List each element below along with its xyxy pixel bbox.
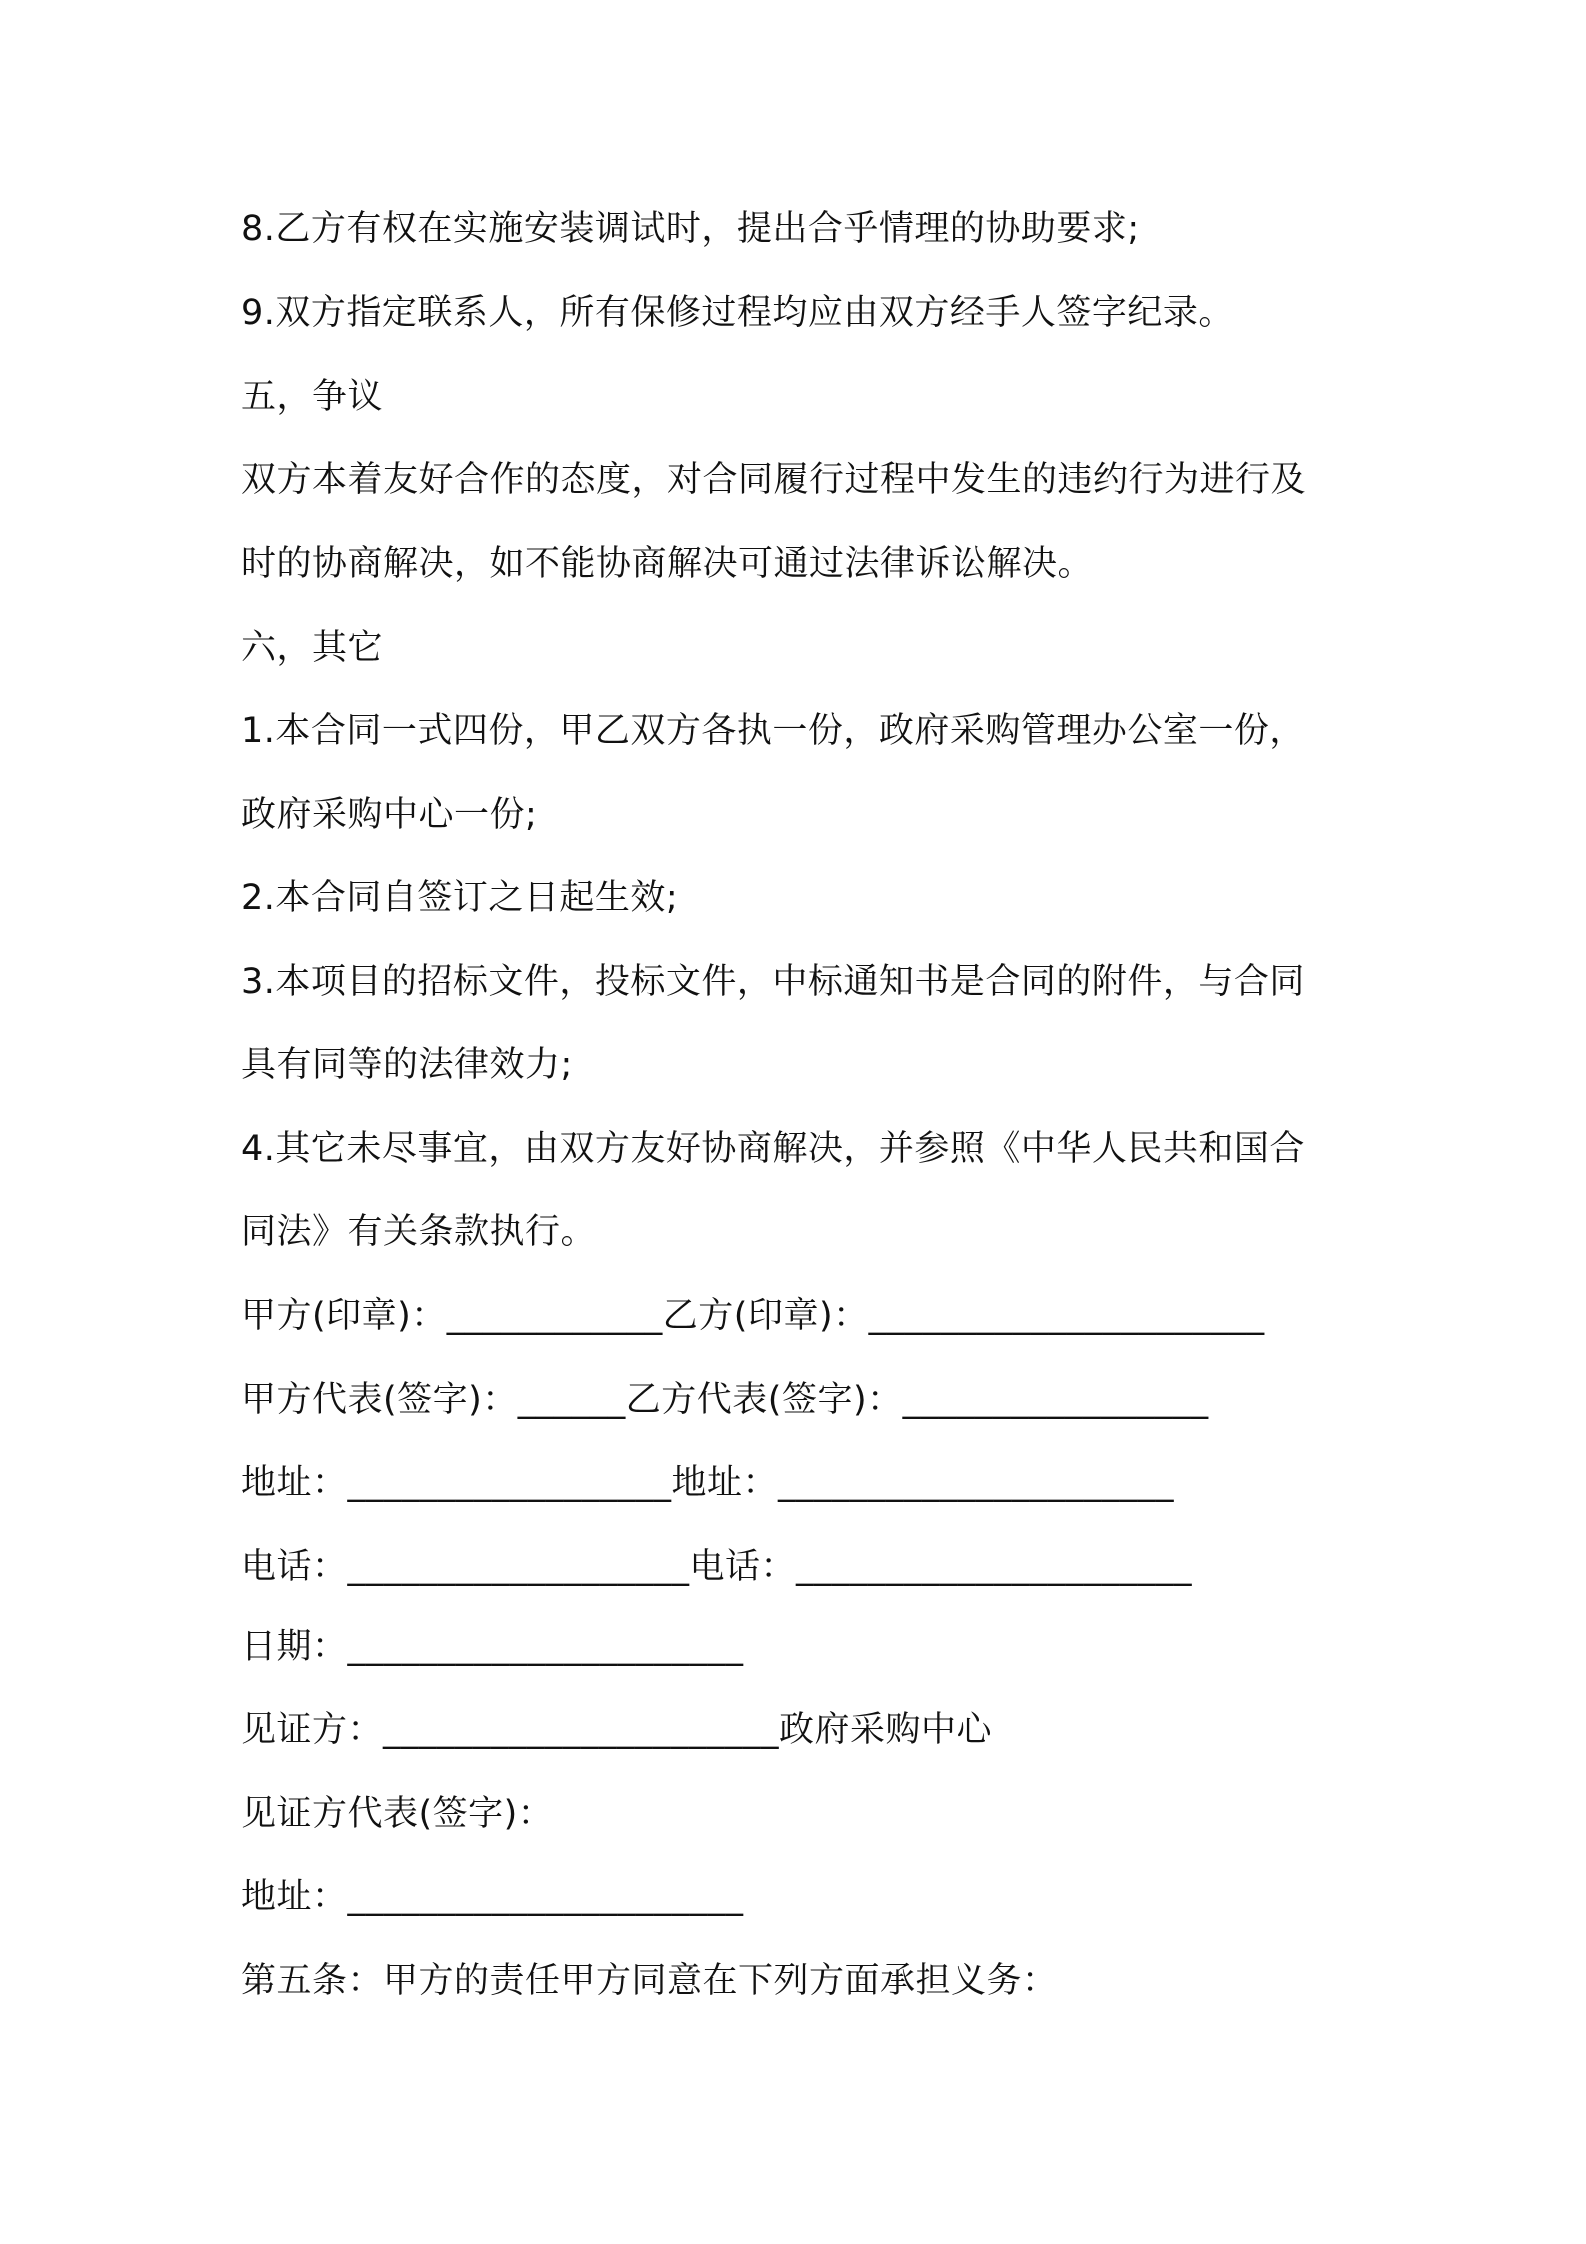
other-clause-2-line: 2.本合同自签订之日起生效; [241,878,679,918]
article-5-heading: 第五条：甲方的责任甲方同意在下列方面承担义务： [241,1961,1058,2001]
party-seal-line: 甲方(印章)：____________乙方(印章)：______________________ [241,1296,1265,1336]
other-clause-3-line-2: 具有同等的法律效力; [241,1045,573,1085]
other-clause-3-line-1: 3.本项目的招标文件，投标文件，中标通知书是合同的附件，与合同 [241,962,1305,1002]
party-address-line: 地址：__________________地址：______________________ [241,1463,1175,1503]
dispute-paragraph-line-1: 双方本着友好合作的态度，对合同履行过程中发生的违约行为进行及 [241,460,1307,500]
dispute-paragraph-line-2: 时的协商解决，如不能协商解决可通过法律诉讼解决。 [241,544,1094,584]
other-clause-4-line-2: 同法》有关条款执行。 [241,1212,597,1252]
party-phone-line: 电话：___________________电话：______________________ [241,1547,1193,1587]
witness-representative-line: 见证方代表(签字)： [241,1794,554,1834]
other-clause-1-line-1: 1.本合同一式四份，甲乙双方各执一份，政府采购管理办公室一份， [241,711,1305,751]
other-clause-4-line-1: 4.其它未尽事宜，由双方友好协商解决，并参照《中华人民共和国合 [241,1129,1305,1169]
date-line: 日期：______________________ [241,1627,744,1667]
witness-address-line: 地址：______________________ [241,1877,744,1917]
witness-line: 见证方：______________________政府采购中心 [241,1710,993,1750]
section-6-heading: 六，其它 [241,628,384,668]
other-clause-1-line-2: 政府采购中心一份; [241,795,538,835]
clause-9-line: 9.双方指定联系人，所有保修过程均应由双方经手人签字纪录。 [241,293,1234,333]
section-5-heading: 五，争议 [241,377,384,417]
clause-8-line: 8.乙方有权在实施安装调试时，提出合乎情理的协助要求; [241,209,1140,249]
party-representative-line: 甲方代表(签字)：______乙方代表(签字)：_________________ [241,1380,1209,1420]
